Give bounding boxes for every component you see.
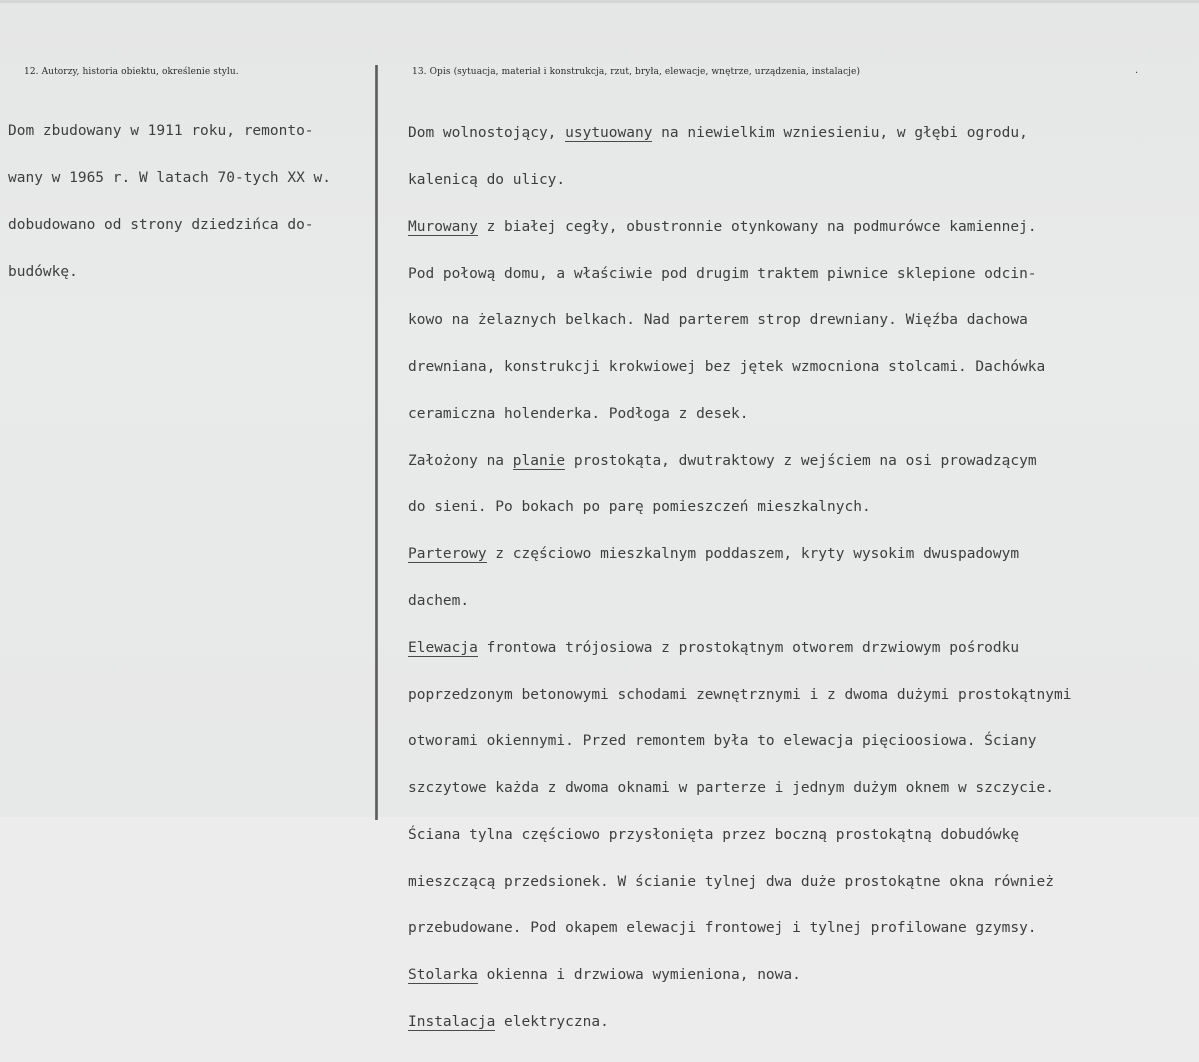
- section-12-text: [8, 93, 331, 311]
- line-text: dachem.: [408, 593, 470, 609]
- underlined-term: Instalacja: [408, 1014, 496, 1031]
- text-line: [408, 1015, 1071, 1031]
- text-line: [408, 734, 1071, 750]
- underlined-term: usytuowany: [565, 125, 653, 142]
- text-line: dobudowano od strony dziedzińca do-: [8, 216, 314, 233]
- text-line: Dom zbudowany w 1911 roku, remonto-: [8, 123, 314, 140]
- text-line: [408, 875, 1071, 891]
- text-line: [408, 828, 1071, 844]
- line-text: okienna i drzwiowa wymieniona, nowa.: [477, 967, 801, 984]
- section-13-heading: 13. Opis (sytuacja, materiał i konstrukcja, rzut, bryła, elewacje, wnętrze, urządzenia, instalacje): [412, 67, 861, 77]
- text-line: [408, 688, 1071, 704]
- line-text: Dom wolnostojący,: [408, 125, 566, 142]
- section-12-heading: 12. Autorzy, historia obiektu, określenie stylu.: [24, 67, 239, 77]
- line-text: poprzedzonym betonowymi schodami zewnętrznymi i z dwoma dużymi prostokątnymi: [408, 686, 1072, 703]
- column-divider: [375, 65, 378, 820]
- line-text: kowo na żelaznych belkach. Nad parterem strop drewniany. Więźba dachowa: [408, 312, 1028, 329]
- line-text: otworami okiennymi. Przed remontem była to elewacja pięcioosiowa. Ściany: [408, 733, 1037, 750]
- text-line: [408, 360, 1071, 376]
- text-line: [408, 454, 1071, 470]
- text-line: [408, 407, 1071, 423]
- line-text: Założony na: [408, 452, 513, 469]
- line-text: frontowa trójosiowa z prostokątnym otworem drzwiowym pośrodku: [477, 639, 1020, 656]
- text-line: [408, 547, 1071, 563]
- line-text: mieszczącą przedsionek. W ścianie tylnej dwa duże prostokątne okna również: [408, 873, 1055, 890]
- text-line: [408, 173, 1071, 189]
- text-line: [408, 641, 1071, 657]
- underlined-term: Elewacja: [408, 639, 478, 656]
- line-text: do sieni. Po bokach po parę pomieszczeń mieszkalnych.: [408, 499, 871, 516]
- line-text: na niewielkim wzniesieniu, w głębi ogrodu,: [652, 125, 1028, 142]
- text-line: [408, 921, 1071, 937]
- text-line: [408, 594, 1071, 610]
- underlined-term: Murowany: [408, 218, 478, 235]
- text-line: [408, 781, 1071, 797]
- text-line: [408, 968, 1071, 984]
- line-text: przebudowane. Pod okapem elewacji frontowej i tylnej profilowane gzymsy.: [408, 920, 1037, 937]
- text-line: [408, 313, 1071, 329]
- line-text: ceramiczna holenderka. Podłoga z desek.: [408, 405, 749, 422]
- section-13-text: [408, 95, 1071, 1062]
- text-line: [408, 267, 1071, 283]
- line-text: prostokąta, dwutraktowy z wejściem na osi prowadzącym: [565, 452, 1037, 469]
- text-line: [408, 126, 1071, 142]
- underlined-term: planie: [512, 452, 566, 469]
- line-text: Pod połową domu, a właściwie pod drugim traktem piwnice sklepione odcin-: [408, 265, 1037, 282]
- text-line: wany w 1965 r. W latach 70-tych XX w.: [8, 169, 332, 186]
- line-text: z częściowo mieszkalnym poddaszem, kryty wysokim dwuspadowym: [486, 546, 1020, 563]
- text-line: [408, 500, 1071, 516]
- line-text: szczytowe każda z dwoma oknami w parterze i jednym dużym oknem w szczycie.: [408, 780, 1055, 797]
- line-text: elektryczna.: [495, 1014, 609, 1031]
- line-text: kalenicą do ulicy.: [408, 171, 566, 188]
- underlined-term: Parterowy: [408, 546, 487, 563]
- line-text: drewniana, konstrukcji krokwiowej bez jętek wzmocniona stolcami. Dachówka: [408, 359, 1046, 376]
- text-line: budówkę.: [8, 263, 78, 280]
- heading-dot: .: [1135, 65, 1139, 76]
- underlined-term: Stolarka: [408, 967, 478, 984]
- line-text: z białej cegły, obustronnie otynkowany na podmurówce kamiennej.: [477, 218, 1037, 235]
- text-line: [408, 220, 1071, 236]
- line-text: Ściana tylna częściowo przysłonięta przez boczną prostokątną dobudówkę: [408, 826, 1020, 843]
